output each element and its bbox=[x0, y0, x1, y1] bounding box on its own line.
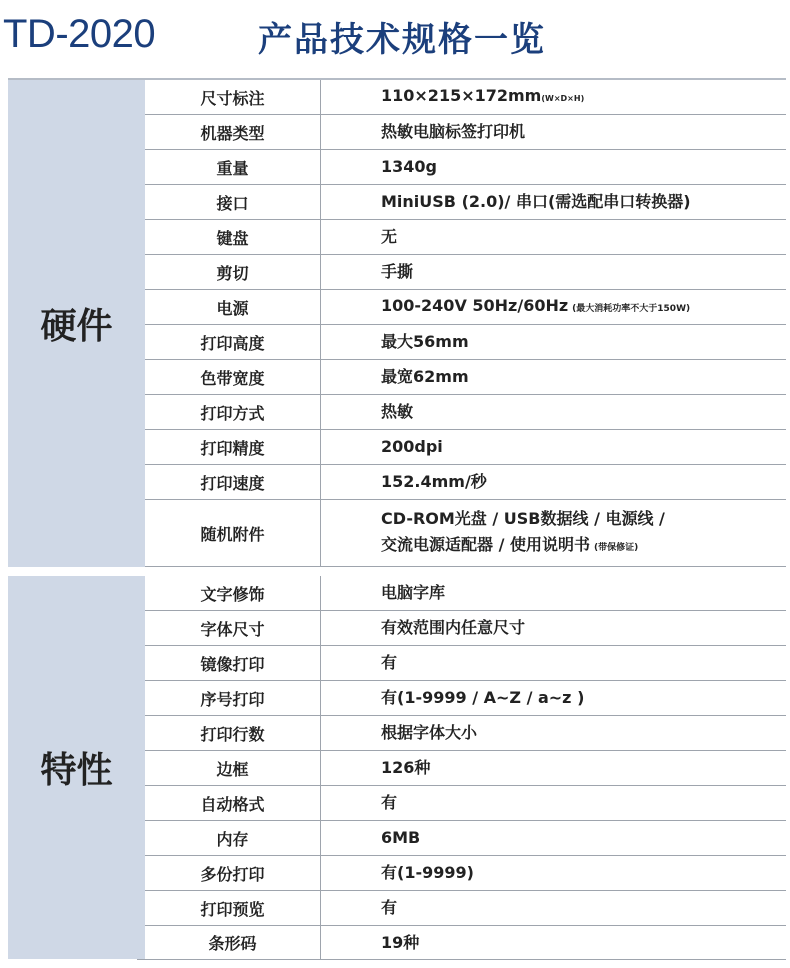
spec-label: 键盘 bbox=[145, 220, 321, 254]
spec-value: 根据字体大小 bbox=[381, 723, 478, 742]
page-header bbox=[0, 0, 790, 78]
spec-label: 序号打印 bbox=[145, 681, 321, 715]
spec-label: 多份打印 bbox=[145, 856, 321, 890]
spec-row-serial-print bbox=[145, 681, 786, 716]
spec-row-accessories bbox=[145, 500, 786, 567]
features-section bbox=[8, 576, 786, 959]
spec-label: 色带宽度 bbox=[145, 360, 321, 394]
spec-value: 有 bbox=[381, 793, 398, 812]
spec-value: 热敏电脑标签打印机 bbox=[381, 122, 526, 141]
spec-row-mirror-print bbox=[145, 646, 786, 681]
spec-label: 边框 bbox=[145, 751, 321, 785]
spec-label: 随机附件 bbox=[145, 500, 321, 566]
spec-row-cutter bbox=[145, 255, 786, 290]
model-number: TD-2020 bbox=[3, 12, 156, 56]
spec-row-print-method bbox=[145, 395, 786, 430]
spec-label: 打印预览 bbox=[145, 891, 321, 925]
spec-label: 文字修饰 bbox=[145, 576, 321, 610]
spec-value: 最大56mm bbox=[381, 332, 469, 351]
spec-row-print-preview bbox=[145, 891, 786, 926]
spec-label: 自动格式 bbox=[145, 786, 321, 820]
spec-row-barcode bbox=[145, 926, 786, 959]
spec-label: 电源 bbox=[145, 290, 321, 324]
hardware-spec-table bbox=[145, 80, 786, 567]
spec-row-text-decoration bbox=[145, 576, 786, 611]
spec-label: 内存 bbox=[145, 821, 321, 855]
spec-label: 剪切 bbox=[145, 255, 321, 289]
spec-value: 6MB bbox=[381, 828, 421, 847]
spec-value: 电脑字库 bbox=[381, 583, 446, 602]
spec-row-interface bbox=[145, 185, 786, 220]
spec-row-multi-copy bbox=[145, 856, 786, 891]
hardware-category-label: 硬件 bbox=[8, 80, 145, 567]
table-bottom-rule bbox=[137, 959, 786, 960]
spec-value: 有效范围内任意尺寸 bbox=[381, 618, 526, 637]
spec-row-resolution bbox=[145, 430, 786, 465]
spec-row-auto-format bbox=[145, 786, 786, 821]
spec-label: 尺寸标注 bbox=[145, 80, 321, 114]
spec-row-print-speed bbox=[145, 465, 786, 500]
spec-value: 有 bbox=[381, 653, 398, 672]
hardware-section bbox=[8, 80, 786, 567]
spec-row-machine-type bbox=[145, 115, 786, 150]
spec-value: 有(1-9999 / A~Z / a~z ) bbox=[381, 688, 585, 707]
page-title: 产品技术规格一览 bbox=[258, 20, 546, 60]
spec-row-weight bbox=[145, 150, 786, 185]
spec-label: 打印行数 bbox=[145, 716, 321, 750]
spec-label: 机器类型 bbox=[145, 115, 321, 149]
spec-row-memory bbox=[145, 821, 786, 856]
section-divider bbox=[8, 567, 786, 576]
spec-row-ribbon-width bbox=[145, 360, 786, 395]
spec-row-power bbox=[145, 290, 786, 325]
spec-value: 1340g bbox=[381, 157, 437, 176]
spec-value: 100-240V 50Hz/60Hz (最大消耗功率不大于150W) bbox=[381, 295, 691, 315]
spec-label: 打印高度 bbox=[145, 325, 321, 359]
features-category-label: 特性 bbox=[8, 576, 145, 959]
spec-label: 字体尺寸 bbox=[145, 611, 321, 645]
spec-value: 热敏 bbox=[381, 402, 414, 421]
spec-row-print-lines bbox=[145, 716, 786, 751]
spec-row-borders bbox=[145, 751, 786, 786]
spec-row-font-size bbox=[145, 611, 786, 646]
spec-value: CD-ROM光盘 / USB数据线 / 电源线 / 交流电源适配器 / 使用说明书 (带保修证) bbox=[381, 508, 665, 554]
spec-value: MiniUSB (2.0)/ 串口(需选配串口转换器) bbox=[381, 192, 691, 211]
spec-value: 手撕 bbox=[381, 262, 414, 281]
spec-value: 无 bbox=[381, 227, 398, 246]
spec-row-dimensions bbox=[145, 80, 786, 115]
spec-label: 重量 bbox=[145, 150, 321, 184]
spec-label: 镜像打印 bbox=[145, 646, 321, 680]
spec-value: 126种 bbox=[381, 758, 431, 777]
features-spec-table bbox=[145, 576, 786, 959]
spec-label: 接口 bbox=[145, 185, 321, 219]
spec-value: 有 bbox=[381, 898, 398, 917]
spec-value: 最宽62mm bbox=[381, 367, 469, 386]
spec-row-keyboard bbox=[145, 220, 786, 255]
spec-label: 打印方式 bbox=[145, 395, 321, 429]
spec-value: 152.4mm/秒 bbox=[381, 472, 487, 491]
spec-label: 条形码 bbox=[145, 926, 321, 959]
spec-label: 打印精度 bbox=[145, 430, 321, 464]
spec-value: 有(1-9999) bbox=[381, 863, 474, 882]
spec-value: 200dpi bbox=[381, 437, 443, 456]
spec-label: 打印速度 bbox=[145, 465, 321, 499]
spec-value: 19种 bbox=[381, 932, 420, 952]
spec-row-print-height bbox=[145, 325, 786, 360]
spec-value: 110×215×172mm(W×D×H) bbox=[381, 85, 585, 105]
